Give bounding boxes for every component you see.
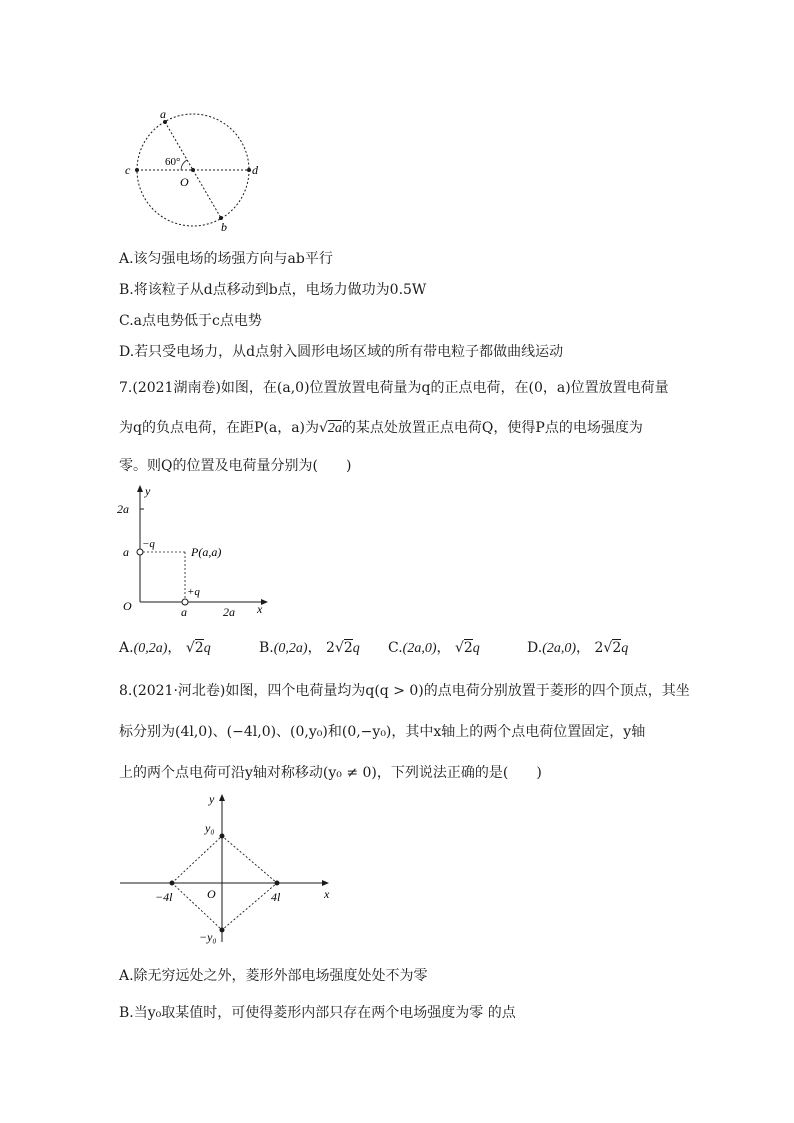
q8-option-b: B.当y₀取某值时，可使得菱形内部只存在两个电场强度为零 的点 (119, 1005, 516, 1021)
neg-charge-label: −q (142, 538, 155, 550)
option-separator: ， (436, 640, 451, 656)
x-2a-label: 2a (223, 605, 235, 617)
point-c (135, 168, 139, 172)
q7-option-b: B.(0,2a)， 2√2q (259, 640, 360, 656)
option-coef: 2 (326, 640, 335, 656)
option-separator: ， (167, 640, 182, 656)
option-label: A. (119, 640, 134, 656)
sqrt-symbol: √ (319, 420, 328, 436)
label-b: b (221, 220, 227, 234)
option-sqrt: 2 (343, 640, 353, 656)
label-angle: 60° (165, 156, 181, 168)
q8-stem-line2: 标分别为(4l,0)、(−4l,0)、(0,y₀)和(0,−y₀)，其中x轴上的两个点电荷位置固定，y轴 (119, 724, 646, 740)
q6-option-c: C.a点电势低于c点电势 (119, 313, 262, 329)
option-position: (2a,0) (542, 641, 577, 656)
pos-charge-label: +q (187, 586, 200, 598)
q6-option-d: D.若只受电场力，从d点射入圆形电场区域的所有带电粒子都做曲线运动 (119, 344, 564, 360)
q7-stem-line1: 7.(2021湖南卷)如图，在(a,0)位置放置电荷量为q的正点电荷，在(0，a)位置放置电荷量 (119, 380, 669, 396)
angle-arc (181, 160, 187, 170)
q7-line2-post: 的某点处放置正点电荷Q，使得P点的电场强度为 (341, 420, 643, 436)
option-label: C. (388, 640, 403, 656)
q8-stem-line1: 8.(2021·河北卷)如图，四个电荷量均为q(q > 0)的点电荷分别放置于菱形的四个顶点，其坐 (119, 683, 690, 699)
y-axis-label: y (209, 792, 215, 806)
q7-option-a: A.(0,2a)， √2q (119, 640, 211, 656)
q6-option-a: A.该匀强电场的场强方向与ab平行 (119, 251, 333, 267)
x-axis-label: x (257, 602, 263, 616)
option-var: q (472, 641, 480, 656)
origin-label: O (123, 599, 132, 613)
charge-top (220, 834, 225, 839)
q8-stem-line3: 上的两个点电荷可沿y轴对称移动(y₀ ≠ 0)，下列说法正确的是( ) (119, 765, 542, 781)
option-position: (0,2a) (133, 641, 168, 656)
option-separator: ， (576, 640, 591, 656)
option-var: q (203, 641, 211, 656)
option-var: q (352, 641, 360, 656)
option-sqrt: 2 (194, 640, 204, 656)
point-d (247, 168, 251, 172)
x-axis-label: x (324, 887, 330, 901)
option-sqrt: 2 (463, 640, 473, 656)
q6-option-b: B.将该粒子从d点移动到b点，电场力做功为0.5W (119, 282, 427, 298)
y-arrow (137, 485, 143, 492)
charge-right (275, 881, 280, 886)
neg-4l-label: −4l (155, 890, 173, 904)
option-var: q (621, 641, 629, 656)
y-a-label: a (123, 545, 129, 559)
y-axis-label: y (145, 484, 151, 498)
x-a-label: a (181, 605, 187, 617)
q7-option-c: C.(2a,0)， √2q (388, 640, 480, 656)
y-2a-label: 2a (117, 502, 129, 516)
point-o (191, 168, 195, 172)
option-label: B. (259, 640, 274, 656)
q8-option-a: A.除无穷远处之外，菱形外部电场强度处处不为零 (119, 968, 428, 984)
label-a: a (160, 107, 166, 121)
q7-line2-sqrt: 2a (327, 421, 342, 436)
charge-left (170, 881, 175, 886)
q7-line2-pre: 为q的负点电荷，在距P(a，a)为 (119, 420, 319, 436)
origin-label: O (207, 887, 216, 901)
q7-charge-figure (115, 482, 275, 617)
y0-label: y₀ (205, 821, 215, 835)
label-c: c (125, 163, 131, 177)
charge-bottom (220, 928, 225, 933)
option-coef: 2 (594, 640, 604, 656)
option-position: (0,2a) (273, 641, 308, 656)
option-separator: ， (307, 640, 322, 656)
neg-y0-label: −y₀ (199, 930, 217, 944)
q7-option-d: D.(2a,0)， 2√2q (527, 640, 629, 656)
option-label: D. (527, 640, 543, 656)
option-sqrt: 2 (612, 640, 622, 656)
q8-rhombus-figure (115, 790, 345, 950)
q7-stem-line2 (119, 418, 643, 439)
option-position: (2a,0) (402, 641, 437, 656)
pos-4l-label: 4l (271, 890, 281, 904)
x-arrow (322, 880, 329, 886)
label-d: d (252, 163, 258, 177)
label-o: O (180, 175, 189, 189)
point-p-label: P(a,a) (191, 545, 222, 559)
y-arrow (219, 794, 225, 801)
q7-stem-line3: 零。则Q的位置及电荷量分别为( ) (119, 458, 352, 474)
circle-field-figure (120, 105, 270, 235)
